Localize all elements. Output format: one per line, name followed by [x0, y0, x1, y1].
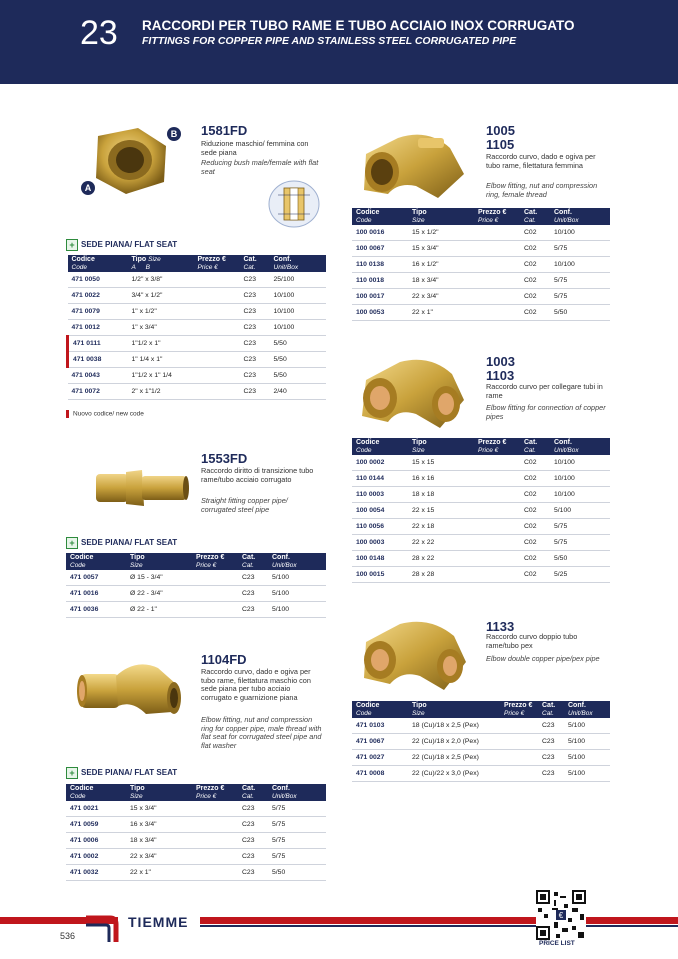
brand-name: TIEMME — [128, 914, 189, 930]
table-row: 100 0016 15 x 1/2" C02 10/100 — [352, 225, 610, 241]
section-label: SEDE PIANA/ FLAT SEAT — [81, 768, 178, 778]
plus-icon: + — [66, 239, 78, 251]
col-code: Codice Code — [68, 255, 128, 272]
table-row: 471 0006 18 x 3/4" C23 5/75 — [66, 833, 326, 849]
new-code-marker — [66, 410, 69, 418]
product-code-2: 1105 — [486, 137, 515, 152]
elbow-fitting-image — [76, 656, 186, 722]
label-b: B — [170, 129, 178, 139]
product-code: 1553FD — [201, 451, 248, 466]
table-1133: Codice Code Tipo Size Prezzo € Price € Cat. Cat. Conf. Unit/Box 471 0103 18 (Cu)/18 x 2,5 (Pex) C23 5/100 471 0067 22 (Cu)/18 x 2,0 (Pex) C23 5/100 471 0027 22 (Cu)/18 x 2,5 (Pex) C23 5/100 471 0008 22 (Cu)/22 x 3,0 (Pex) C23 5/100 — [352, 701, 610, 782]
description-en: Reducing bush male/female with flat seat — [201, 158, 319, 176]
description-it: Raccordo curvo doppio tubo rame/tubo pex — [486, 632, 578, 650]
footer-navy-line — [200, 925, 678, 927]
section-flat-seat — [66, 537, 177, 549]
table-row: 100 0148 28 x 22 C02 5/50 — [352, 551, 610, 567]
footer-red-bar-right — [200, 917, 678, 924]
tiemme-logo-icon — [86, 914, 126, 942]
plus-icon: + — [66, 767, 78, 779]
table-row: 100 0054 22 x 15 C02 5/100 — [352, 503, 610, 519]
table-row: 471 0050 1/2" x 3/8" C23 25/100 — [68, 272, 327, 288]
table-1581fd — [66, 255, 326, 400]
table-row: 110 0056 22 x 18 C02 5/75 — [352, 519, 610, 535]
table-row: 471 0021 15 x 3/4" C23 5/75 — [66, 801, 326, 817]
table-row: 471 0079 1" x 1/2" C23 10/100 — [68, 304, 327, 320]
table-row: 100 0017 22 x 3/4" C02 5/75 — [352, 289, 610, 305]
label-a: A — [84, 183, 92, 193]
description-en: Elbow fitting, nut and compression ring for copper pipe, male thread with flat seat for corrugated steel pipe and flat washer — [201, 715, 322, 750]
bush-fitting-image — [78, 122, 188, 202]
table-row: 471 0043 1"1/2 x 1" 1/4 C23 5/50 — [68, 368, 327, 384]
section-flat-seat — [66, 239, 177, 251]
description-it: Raccordo diritto di transizione tubo rame/tubo acciaio corrugato — [201, 466, 314, 484]
table-row: 471 0008 22 (Cu)/22 x 3,0 (Pex) C23 5/100 — [352, 766, 610, 782]
table-row: 110 0144 16 x 16 C02 10/100 — [352, 471, 610, 487]
copper-elbow-image — [356, 352, 468, 432]
straight-fitting-image — [92, 466, 192, 510]
table-row: 471 0012 1" x 3/4" C23 10/100 — [68, 320, 327, 336]
description-it: Raccordo curvo, dado e ogiva per tubo rame, filettatura maschio con sede piana per tubo acciaio corrugato e guarnizione piana — [201, 667, 311, 702]
col-size: Tipo Size A B — [128, 255, 194, 272]
product-code: 1003 — [486, 354, 515, 369]
table-row: 100 0003 22 x 22 C02 5/75 — [352, 535, 610, 551]
table-row: 110 0138 16 x 1/2" C02 10/100 — [352, 257, 610, 273]
table-row: 471 0002 22 x 3/4" C23 5/75 — [66, 849, 326, 865]
table-row-new: 471 0111 1"1/2 x 1" C23 5/50 — [68, 336, 327, 352]
table-row-new: 471 0038 1" 1/4 x 1" C23 5/50 — [68, 352, 327, 368]
qr-code-icon[interactable] — [536, 890, 586, 940]
table-row: 100 0053 22 x 1" C02 5/50 — [352, 305, 610, 321]
table-1003: Codice Code Tipo Size Prezzo € Price € Cat. Cat. Conf. Unit/Box 100 0002 15 x 15 C02 10/100 110 0144 16 x 16 C02 10/100 110 0003 18 x 18 C02 10/100 100 0054 22 x 15 C02 5/100 110 0056 22 x 18 C02 5/75 100 0003 22 x 22 C02 5/75 100 0148 28 x 22 C02 5/50 100 0015 28 x 28 C02 5/25 — [352, 438, 610, 583]
pex-elbow-image — [358, 616, 470, 694]
table-row: 110 0018 18 x 3/4" C02 5/75 — [352, 273, 610, 289]
qr-label: PRICE LIST — [539, 940, 575, 947]
product-code: 1581FD — [201, 123, 248, 138]
product-code-2: 1103 — [486, 368, 515, 383]
table-row: 471 0103 18 (Cu)/18 x 2,5 (Pex) C23 5/100 — [352, 718, 610, 734]
svg-text:€: € — [558, 911, 564, 920]
new-code-note: Nuovo codice/ new code — [66, 410, 144, 418]
table-1553fd: Codice Code Tipo Size Prezzo € Price € Cat. Cat. Conf. Unit/Box 471 0057 Ø 15 - 3/4" C23 5/100 471 0016 Ø 22 - 3/4" C23 5/100 471 0036 Ø 22 - 1" C23 5/100 — [66, 553, 326, 618]
table-row: 471 0022 3/4" x 1/2" C23 10/100 — [68, 288, 327, 304]
description-it: Raccordo curvo per collegare tubi in rame — [486, 382, 603, 400]
description-en: Straight fitting copper pipe/ corrugated steel pipe — [201, 496, 288, 514]
page-number: 536 — [60, 931, 76, 941]
female-elbow-image — [358, 124, 468, 204]
description-it: Raccordo curvo, dado e ogiva per tubo rame, filettatura femmina — [486, 152, 596, 170]
table-row: 471 0059 16 x 3/4" C23 5/75 — [66, 817, 326, 833]
table-row: 471 0036 Ø 22 - 1" C23 5/100 — [66, 602, 326, 618]
table-row: 100 0015 28 x 28 C02 5/25 — [352, 567, 610, 583]
product-code: 1104FD — [201, 652, 247, 667]
table-row: 471 0032 22 x 1" C23 5/50 — [66, 865, 326, 881]
section-label: SEDE PIANA/ FLAT SEAT — [81, 538, 178, 548]
col-price: Prezzo € Price € — [194, 255, 240, 272]
table-1104fd: Codice Code Tipo Size Prezzo € Price € Cat. Cat. Conf. Unit/Box 471 0021 15 x 3/4" C23 5/75 471 0059 16 x 3/4" C23 5/75 471 0006 18 x 3/4" C23 5/75 471 0002 22 x 3/4" C23 5/75 471 0032 22 x 1" C23 5/50 — [66, 784, 326, 881]
section-label: SEDE PIANA/ FLAT SEAT — [81, 240, 178, 250]
col-conf: Conf. Unit/Box — [270, 255, 327, 272]
product-code: 1005 — [486, 123, 515, 138]
chapter-subtitle: FITTINGS FOR COPPER PIPE AND STAINLESS STEEL CORRUGATED PIPE — [142, 35, 517, 47]
section-drawing-icon — [268, 180, 320, 228]
description-en: Elbow fitting, nut and compression ring, female thread — [486, 181, 598, 199]
product-code: 1133 — [486, 619, 515, 634]
table-row: 100 0002 15 x 15 C02 10/100 — [352, 455, 610, 471]
table-row: 100 0067 15 x 3/4" C02 5/75 — [352, 241, 610, 257]
description-en: Elbow double copper pipe/pex pipe — [486, 654, 600, 663]
table-row: 471 0067 22 (Cu)/18 x 2,0 (Pex) C23 5/100 — [352, 734, 610, 750]
plus-icon: + — [66, 537, 78, 549]
table-1005: Codice Code Tipo Size Prezzo € Price € Cat. Cat. Conf. Unit/Box 100 0016 15 x 1/2" C02 10/100 100 0067 15 x 3/4" C02 5/75 110 0138 16 x 1/2" C02 10/100 110 0018 18 x 3/4" C02 5/75 100 0017 22 x 3/4" C02 5/75 100 0053 22 x 1" C02 5/50 — [352, 208, 610, 321]
table-row: 471 0072 2" x 1"1/2 C23 2/40 — [68, 384, 327, 400]
description-en: Elbow fitting for connection of copper pipes — [486, 403, 606, 421]
chapter-number: 23 — [80, 14, 118, 52]
section-flat-seat — [66, 767, 177, 779]
description-it: Riduzione maschio/ femmina con sede piana — [201, 139, 309, 157]
page-header — [0, 0, 678, 84]
col-cat: Cat. Cat. — [240, 255, 270, 272]
table-row: 471 0016 Ø 22 - 3/4" C23 5/100 — [66, 586, 326, 602]
chapter-title: RACCORDI PER TUBO RAME E TUBO ACCIAIO INOX CORRUGATO — [142, 18, 575, 33]
table-row: 471 0027 22 (Cu)/18 x 2,5 (Pex) C23 5/100 — [352, 750, 610, 766]
table-row: 110 0003 18 x 18 C02 10/100 — [352, 487, 610, 503]
table-row: 471 0057 Ø 15 - 3/4" C23 5/100 — [66, 570, 326, 586]
